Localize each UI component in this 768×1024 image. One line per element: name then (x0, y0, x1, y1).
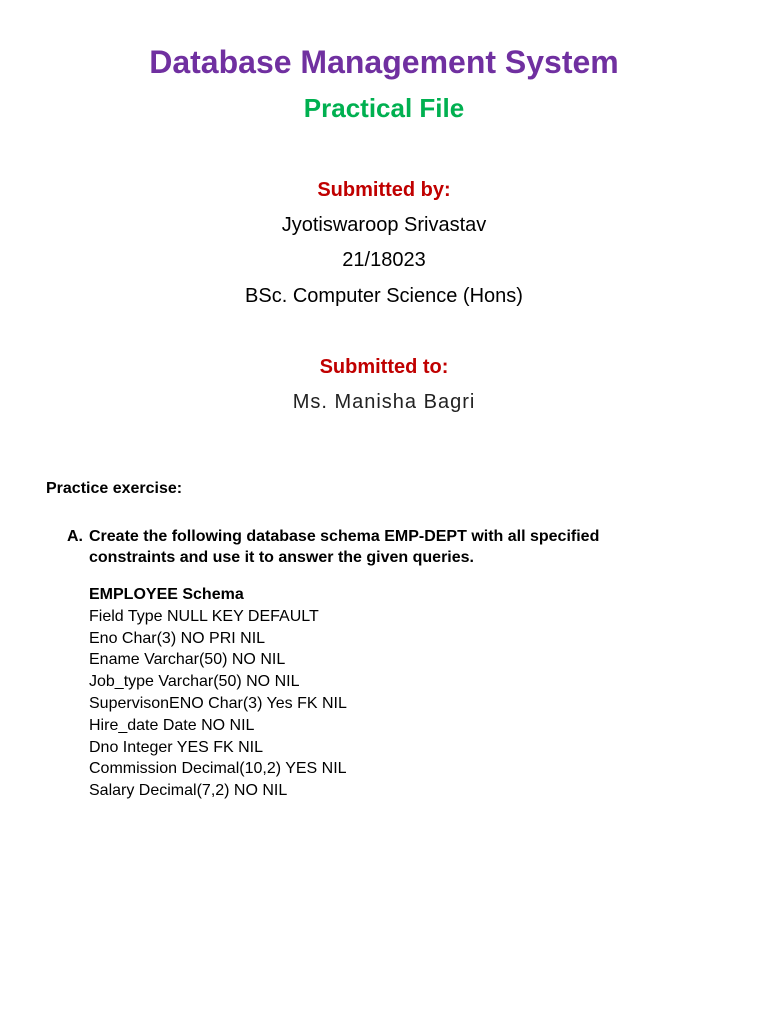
schema-line: Ename Varchar(50) NO NIL (89, 651, 286, 669)
question-a (67, 526, 727, 568)
schema-line: Salary Decimal(7,2) NO NIL (89, 782, 288, 800)
teacher-name: Ms. Manisha Bagri (292, 391, 476, 413)
employee-schema (89, 584, 347, 802)
submitted-by-heading: Submitted by: (317, 179, 451, 201)
schema-line: Hire_date Date NO NIL (89, 716, 255, 734)
course-name: BSc. Computer Science (Hons) (245, 285, 523, 307)
schema-line: SupervisonENO Char(3) Yes FK NIL (89, 694, 347, 712)
document-title: Database Management System (149, 44, 619, 80)
question-text: Create the following database schema EMP-DEPT with all specified constraints and use it to answer the given queries. (89, 528, 600, 566)
practice-exercise-label: Practice exercise: (46, 480, 183, 497)
submitted-to-heading: Submitted to: (319, 356, 449, 378)
document-subtitle: Practical File (303, 93, 465, 123)
schema-title: EMPLOYEE Schema (89, 586, 244, 603)
student-name: Jyotiswaroop Srivastav (281, 214, 487, 236)
schema-line: Field Type NULL KEY DEFAULT (89, 607, 319, 625)
roll-number: 21/18023 (342, 249, 426, 271)
schema-line: Job_type Varchar(50) NO NIL (89, 673, 300, 691)
schema-line: Dno Integer YES FK NIL (89, 738, 264, 756)
schema-line: Commission Decimal(10,2) YES NIL (89, 760, 347, 778)
question-marker: A. (67, 528, 83, 545)
schema-line: Eno Char(3) NO PRI NIL (89, 629, 266, 647)
